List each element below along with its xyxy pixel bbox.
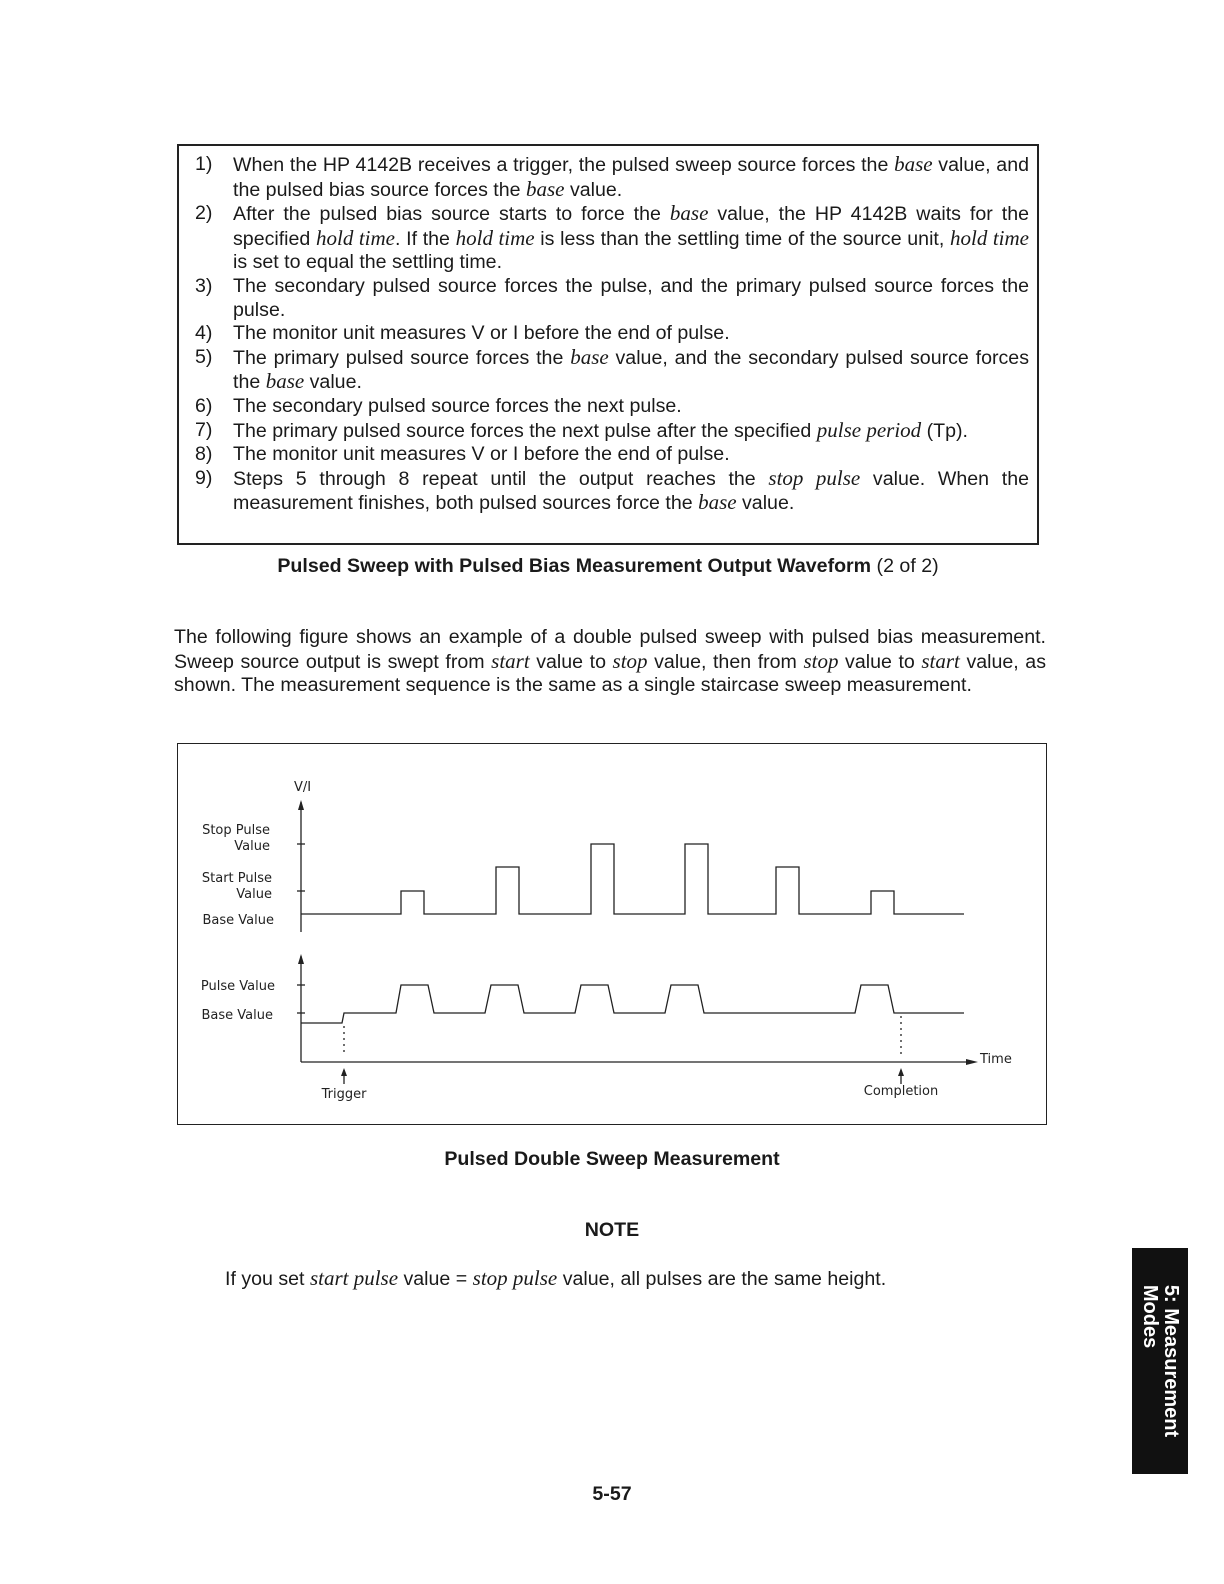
label-start-pulse-line1: Start Pulse — [201, 871, 272, 886]
step-number: 1) — [195, 153, 213, 175]
label-top-base-value: Base Value — [202, 913, 274, 928]
completion-arrow — [898, 1068, 904, 1076]
step-5 — [195, 346, 1029, 395]
step-2 — [195, 202, 1029, 275]
sweep-waveform — [301, 844, 964, 914]
step-number: 9) — [195, 466, 213, 489]
time-axis-arrow — [966, 1059, 978, 1065]
step-text: After the pulsed bias source starts to force the base value, the HP 4142B waits for the specified hold time. If the hold time is less than the settling time of the source unit, hold time is set to equal the settling time. — [233, 201, 1029, 274]
step-8 — [195, 443, 1029, 467]
step-number: 8) — [195, 443, 213, 466]
chapter-tab-line2: Modes — [1139, 1284, 1161, 1349]
top-y-axis-arrow — [298, 800, 304, 810]
step-number: 5) — [195, 345, 213, 368]
bottom-y-axis-arrow — [298, 954, 304, 964]
y-axis-label: V/I — [294, 780, 312, 795]
step-7 — [195, 419, 1029, 444]
step-text: The monitor unit measures V or I before the end of pulse. — [233, 322, 730, 345]
step-text: The secondary pulsed source forces the next pulse. — [233, 394, 682, 417]
step-9 — [195, 467, 1029, 516]
label-pulse-value: Pulse Value — [200, 979, 275, 994]
step-text: The monitor unit measures V or I before the end of pulse. — [233, 443, 730, 466]
label-stop-pulse-line1: Stop Pulse — [202, 823, 270, 838]
bias-waveform — [301, 985, 964, 1023]
label-trigger: Trigger — [321, 1087, 367, 1102]
waveform-diagram — [178, 744, 1046, 1124]
step-number: 3) — [195, 274, 213, 297]
label-time: Time — [980, 1052, 1012, 1067]
steps-box — [177, 144, 1039, 545]
trigger-arrow — [341, 1068, 347, 1076]
note-heading: NOTE — [584, 1219, 640, 1241]
note-text: If you set start pulse value = stop pulse value, all pulses are the same height. — [225, 1266, 887, 1290]
step-number: 7) — [195, 418, 213, 441]
chapter-tab-line1: 5: Measurement — [1160, 1284, 1182, 1438]
label-stop-pulse-line2: Value — [234, 839, 270, 854]
figure-caption-waveform: Pulsed Sweep with Pulsed Bias Measurement Output Waveform (2 of 2) — [277, 555, 939, 577]
figure-caption-double-sweep: Pulsed Double Sweep Measurement — [444, 1148, 780, 1170]
chapter-tab — [1132, 1248, 1188, 1474]
figure-pulsed-double-sweep — [177, 743, 1047, 1125]
body-paragraph: The following figure shows an example of a double pulsed sweep with pulsed bias measurement. Sweep source output is swept from start value to stop value, then from stop value to start value, as shown. The measurement sequence is the same as a single staircase sweep measurement. — [174, 626, 1046, 697]
step-text: Steps 5 through 8 repeat until the output reaches the stop pulse value. When the measurement finishes, both pulsed sources force the base value. — [233, 465, 1029, 515]
step-number: 6) — [195, 394, 213, 417]
step-text: When the HP 4142B receives a trigger, the pulsed sweep source forces the base value, and the pulsed bias source forces the base value. — [233, 152, 1029, 201]
page-number: 5-57 — [592, 1483, 632, 1505]
label-completion: Completion — [863, 1084, 939, 1099]
step-text: The secondary pulsed source forces the pulse, and the primary pulsed source forces the pulse. — [233, 274, 1029, 321]
step-text: The primary pulsed source forces the next pulse after the specified pulse period (Tp). — [233, 417, 968, 442]
label-bottom-base-value: Base Value — [201, 1008, 273, 1023]
chapter-tab-label — [1139, 1285, 1181, 1437]
step-text: The primary pulsed source forces the base value, and the secondary pulsed source forces the base value. — [233, 344, 1029, 394]
step-1 — [195, 153, 1029, 202]
step-3 — [195, 275, 1029, 322]
step-4 — [195, 322, 1029, 346]
label-start-pulse-line2: Value — [236, 887, 272, 902]
step-number: 2) — [195, 202, 213, 225]
step-6 — [195, 395, 1029, 419]
step-number: 4) — [195, 322, 213, 345]
